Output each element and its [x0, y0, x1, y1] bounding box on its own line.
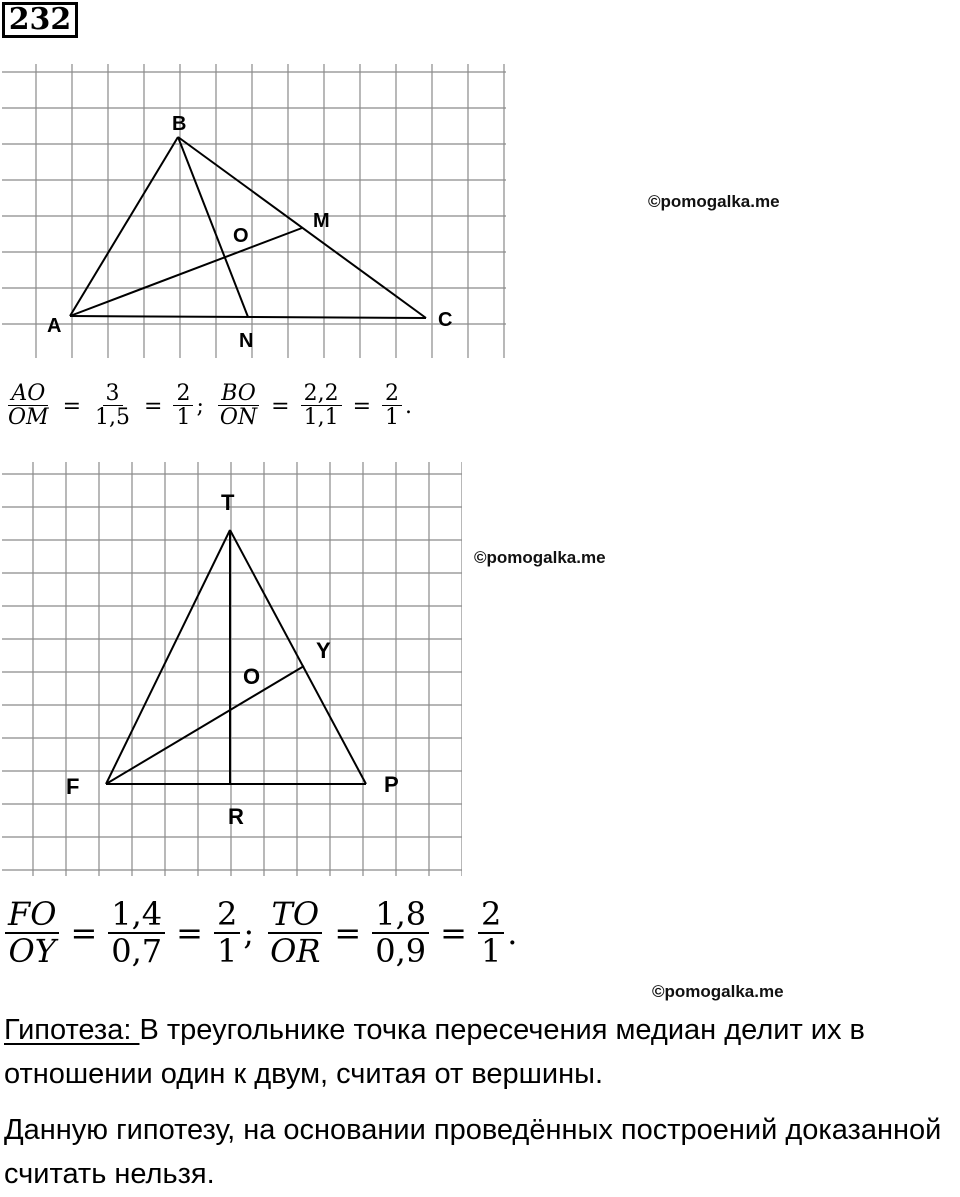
conclusion-text: Данную гипотезу, на основании проведённых построений доказанной считать нельзя.	[4, 1114, 942, 1190]
hypothesis-paragraph	[4, 1008, 960, 1096]
side-bc	[178, 137, 426, 318]
hypothesis-label: Гипотеза:	[4, 1014, 140, 1046]
fraction-3-1-5: $\frac{3}{1,5}$	[95, 381, 130, 431]
fraction-1-8-0-9: $\frac{1,8}{0,9}$	[372, 898, 429, 969]
fraction-2-1-d: $\frac{2}{1}$	[478, 898, 504, 969]
watermark-2: ©pomogalka.me	[474, 548, 606, 567]
label-r: R	[228, 804, 244, 829]
label-y: Y	[316, 638, 331, 663]
fraction-2-1: $\frac{2}{1}$	[173, 382, 193, 430]
label-o2: O	[243, 664, 261, 689]
formula-abc: $\frac{AO}{OM}$ = $\frac{3}{1,5}$ = $\frac{2}{1}$ ; $\frac{BO}{ON}$ = $\frac{2,2}{1,1}$ = $\frac{2}{1}$ .	[2, 382, 412, 430]
label-o: O	[233, 225, 249, 247]
hypothesis-text: В треугольнике точка пересечения медиан делит их в отношении один к двум, считая от вершины.	[4, 1014, 865, 1090]
fraction-2-1-b: $\frac{2}{1}$	[382, 382, 402, 430]
figure-triangle-ftp	[2, 462, 462, 876]
fraction-ao-om: $\frac{AO}{OM}$	[8, 381, 49, 431]
label-a: A	[47, 315, 62, 337]
fraction-bo-on: $\frac{BO}{ON}$	[219, 381, 258, 431]
label-f: F	[66, 774, 80, 799]
triangle-abc-drawing	[2, 64, 506, 358]
median-am	[70, 228, 302, 316]
fraction-fo-oy: $\frac{FO}{OY}$	[5, 898, 59, 969]
side-tp	[230, 530, 366, 784]
conclusion-paragraph	[4, 1108, 960, 1196]
fraction-1-4-0-7: $\frac{1,4}{0,7}$	[108, 898, 165, 969]
label-b: B	[172, 113, 187, 135]
side-ab	[70, 137, 178, 316]
label-c: C	[438, 309, 453, 331]
fraction-2-1-c: $\frac{2}{1}$	[214, 898, 240, 969]
triangle-ftp-drawing	[2, 462, 462, 876]
watermark-3: ©pomogalka.me	[652, 982, 784, 1001]
label-m: M	[313, 210, 330, 232]
fraction-2-2-1-1: $\frac{2,2}{1,1}$	[301, 382, 342, 430]
fraction-to-or: $\frac{TO}{OR}$	[270, 895, 321, 970]
figure-triangle-abc	[2, 64, 506, 358]
label-n: N	[239, 330, 254, 352]
formula-ftp: $\frac{FO}{OY}$ = $\frac{1,4}{0,7}$ = $\frac{2}{1}$ ; $\frac{TO}{OR}$ = $\frac{1,8}{0,9}$ = $\frac{2}{1}$ .	[2, 898, 517, 969]
problem-number: 232	[2, 2, 78, 38]
label-t: T	[221, 490, 235, 515]
label-p: P	[384, 772, 399, 797]
watermark-1: ©pomogalka.me	[648, 192, 780, 211]
